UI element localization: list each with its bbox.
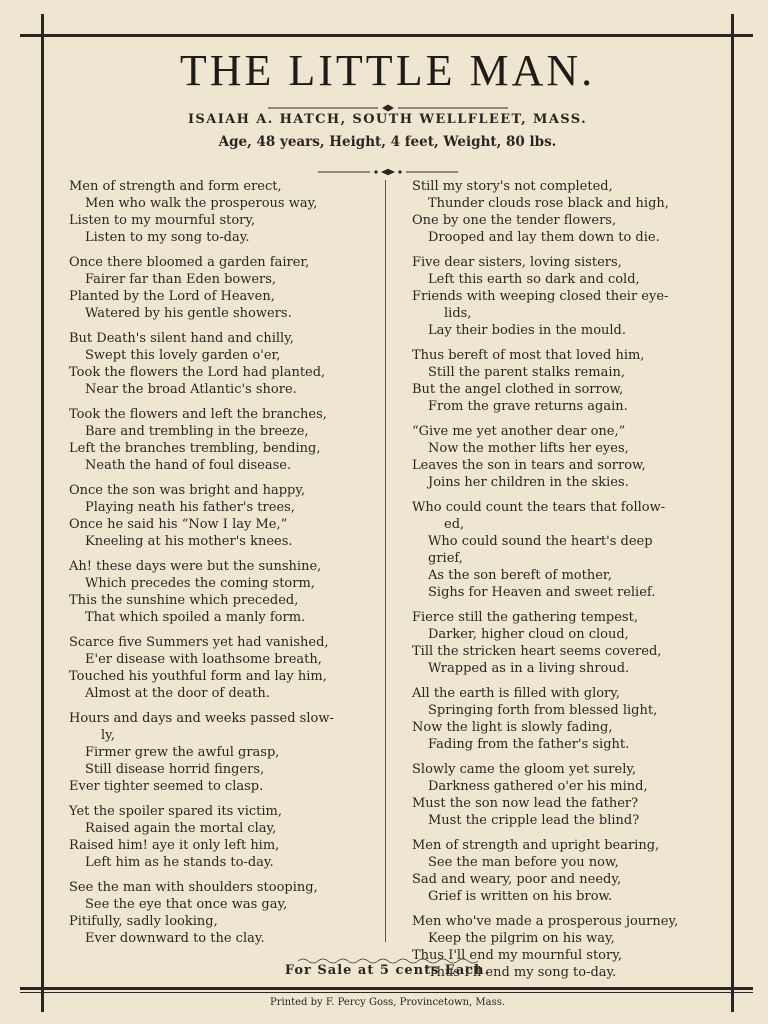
frame-right-rule — [731, 14, 734, 1012]
poem-line: As the son bereft of mother, — [428, 568, 612, 583]
poem-line: lids, — [444, 306, 472, 321]
poem-line: Hours and days and weeks passed slow- — [69, 711, 334, 726]
poem-line: Listen to my song to-day. — [85, 230, 250, 245]
poem-line: But Death's silent hand and chilly, — [69, 331, 294, 346]
poem-stanza — [412, 499, 717, 601]
poem-line: Must the son now lead the father? — [412, 796, 639, 811]
poem-line: Once the son was bright and happy, — [69, 483, 306, 498]
poem-stanza — [412, 761, 717, 829]
poem-line: Left the branches trembling, bending, — [69, 441, 321, 456]
sale-notice: For Sale at 5 cents Each. — [284, 963, 491, 978]
poem-stanza — [69, 634, 374, 702]
poem-line: Bare and trembling in the breeze, — [85, 424, 309, 439]
poem-stanza — [69, 482, 374, 550]
poem-line: ed, — [444, 517, 465, 532]
poem-line: Left him as he stands to-day. — [85, 855, 274, 870]
poem-line: Still the parent stalks remain, — [428, 365, 625, 380]
poem-line: See the man before you now, — [428, 855, 619, 870]
poem-line: Once there bloomed a garden fairer, — [69, 255, 310, 270]
poem-line: Ever tighter seemed to clasp. — [69, 779, 264, 794]
poem-line: Wrapped as in a living shroud. — [428, 661, 630, 676]
poem-stanza — [412, 837, 717, 905]
poem-line: “Give me yet another dear one,” — [412, 424, 626, 439]
poem-line: Ah! these days were but the sunshine, — [69, 559, 322, 574]
poem-line: But the angel clothed in sorrow, — [412, 382, 624, 397]
poem-line: Sad and weary, poor and needy, — [412, 872, 622, 887]
poem-stanza — [69, 558, 374, 626]
poem-stanza — [412, 178, 717, 246]
poem-line: Who could count the tears that follow- — [412, 500, 666, 515]
poem-line: Almost at the door of death. — [85, 686, 270, 701]
poem-stanza — [412, 254, 717, 339]
poem-line: Five dear sisters, loving sisters, — [412, 255, 622, 270]
poem-line: Took the flowers and left the branches, — [69, 407, 327, 422]
poem-line: Must the cripple lead the blind? — [428, 813, 640, 828]
poem-line: Still disease horrid fingers, — [85, 762, 265, 777]
poem-line: See the man with shoulders stooping, — [69, 880, 318, 895]
poem-line: Watered by his gentle showers. — [85, 306, 292, 321]
poem-line: Now the light is slowly fading, — [412, 720, 613, 735]
poem-stanza — [412, 423, 717, 491]
poem-line: Friends with weeping closed their eye- — [412, 289, 669, 304]
poem-line: grief, — [428, 551, 463, 566]
poem-line: Who could sound the heart's deep — [428, 534, 653, 549]
poem-line: Left this earth so dark and cold, — [428, 272, 640, 287]
poem-line: Thunder clouds rose black and high, — [428, 196, 669, 211]
poem-line: Planted by the Lord of Heaven, — [69, 289, 275, 304]
poem-line: See the eye that once was gay, — [85, 897, 288, 912]
poem-stanza — [69, 406, 374, 474]
poem-line: Scarce five Summers yet had vanished, — [69, 635, 329, 650]
poem-line: Kneeling at his mother's knees. — [85, 534, 293, 549]
poem-line: Which precedes the coming storm, — [85, 576, 315, 591]
poem-line: Ever downward to the clay. — [85, 931, 265, 946]
poem-line: Fairer far than Eden bowers, — [85, 272, 277, 287]
poem-line: Keep the pilgrim on his way, — [428, 931, 615, 946]
poem-line: Men of strength and upright bearing, — [412, 838, 660, 853]
poem-stanza — [412, 609, 717, 677]
poem-line: Till the stricken heart seems covered, — [412, 644, 662, 659]
poem-line: One by one the tender flowers, — [412, 213, 617, 228]
poem-stanza — [69, 879, 374, 947]
poem-line: Sighs for Heaven and sweet relief. — [428, 585, 656, 600]
poem-stanza — [69, 710, 374, 795]
poem-stanza — [412, 347, 717, 415]
poem-line: Men who've made a prosperous journey, — [412, 914, 679, 929]
poem-line: Darkness gathered o'er his mind, — [428, 779, 648, 794]
poem-line: Grief is written on his brow. — [428, 889, 613, 904]
poem-line: Took the flowers the Lord had planted, — [69, 365, 326, 380]
poem-line: Now the mother lifts her eyes, — [428, 441, 629, 456]
poem-line: Thus bereft of most that loved him, — [412, 348, 645, 363]
author-stats: Age, 48 years, Height, 4 feet, Weight, 80 lbs. — [218, 134, 557, 150]
poem-line: Swept this lovely garden o'er, — [85, 348, 281, 363]
poem-line: Slowly came the gloom yet surely, — [412, 762, 637, 777]
poem-line: Still my story's not completed, — [412, 179, 613, 194]
column-divider — [385, 180, 386, 942]
poem-line: Thus I'll end my song to-day. — [428, 965, 617, 980]
poem-line: This the sunshine which preceded, — [69, 593, 299, 608]
poem-line: E'er disease with loathsome breath, — [85, 652, 322, 667]
poem-stanza — [69, 330, 374, 398]
poem-line: Fading from the father's sight. — [428, 737, 630, 752]
frame-top-rule — [20, 34, 753, 37]
poem-line: Near the broad Atlantic's shore. — [85, 382, 297, 397]
poem-line: Raised him! aye it only left him, — [69, 838, 280, 853]
poem-stanza — [69, 178, 374, 246]
poem-line: ly, — [101, 728, 115, 743]
poem-line: Neath the hand of foul disease. — [85, 458, 292, 473]
poem-line: Playing neath his father's trees, — [85, 500, 295, 515]
poem-stanza — [69, 803, 374, 871]
poem-stanza — [412, 685, 717, 753]
printer-credit: Printed by F. Percy Goss, Provincetown, Mass. — [269, 997, 506, 1008]
poem-title: THE LITTLE MAN. — [179, 46, 596, 95]
poem-line: Thus I'll end my mournful story, — [412, 948, 622, 963]
poem-line: Raised again the mortal clay, — [85, 821, 277, 836]
poem-line: Touched his youthful form and lay him, — [69, 669, 327, 684]
poem-line: Lay their bodies in the mould. — [428, 323, 627, 338]
poem-line: Yet the spoiler spared its victim, — [69, 804, 283, 819]
poem-right-column — [412, 178, 717, 989]
poem-line: All the earth is filled with glory, — [412, 686, 621, 701]
poem-line: Pitifully, sadly looking, — [69, 914, 218, 929]
poem-left-column — [69, 178, 374, 955]
poem-line: Fierce still the gathering tempest, — [412, 610, 638, 625]
poem-line: Darker, higher cloud on cloud, — [428, 627, 629, 642]
poem-line: From the grave returns again. — [428, 399, 628, 414]
poem-line: Springing forth from blessed light, — [428, 703, 658, 718]
poem-line: Men who walk the prosperous way, — [85, 196, 318, 211]
poem-line: Once he said his “Now I lay Me,” — [69, 517, 288, 532]
frame-bottom-thin-rule — [20, 992, 753, 993]
poem-line: Firmer grew the awful grasp, — [85, 745, 280, 760]
poem-line: Listen to my mournful story, — [69, 213, 256, 228]
poem-line: Men of strength and form erect, — [69, 179, 282, 194]
poem-line: That which spoiled a manly form. — [85, 610, 306, 625]
author-line: ISAIAH A. HATCH, SOUTH WELLFLEET, MASS. — [187, 112, 588, 127]
poem-line: Drooped and lay them down to die. — [428, 230, 660, 245]
poem-line: Leaves the son in tears and sorrow, — [412, 458, 646, 473]
poem-line: Joins her children in the skies. — [428, 475, 629, 490]
poem-stanza — [69, 254, 374, 322]
